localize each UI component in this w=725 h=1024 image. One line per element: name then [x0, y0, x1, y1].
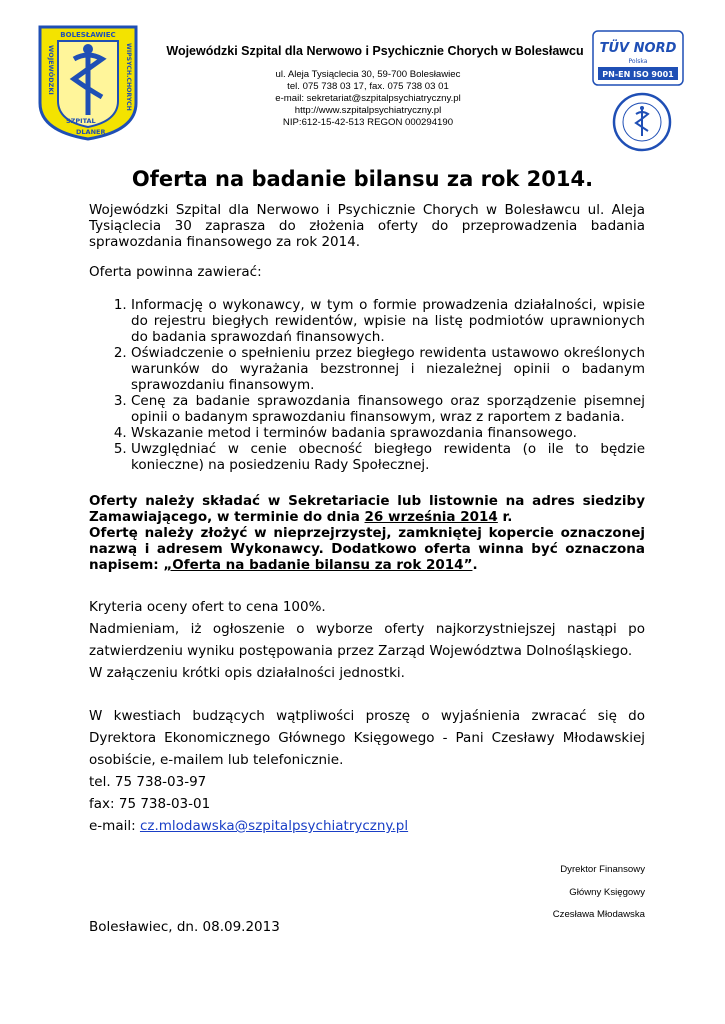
contact-section — [89, 705, 645, 837]
questions-text: W kwestiach budzących wątpliwości proszę o wyjaśnienia zwracać się do Dyrektora Ekonomicznego Głównego Księgowego - Pani Czesławy Młodawskiej osobiście, e-mailem lub telefonicznie. — [89, 708, 645, 768]
logo-text-bottom: DLANER — [76, 128, 106, 136]
phone-line: tel. 075 738 03 17, fax. 075 738 03 01 — [287, 81, 449, 92]
medical-seal-logo — [612, 92, 672, 152]
tuv-nord-logo — [592, 30, 684, 86]
institution-name: Wojewódzki Szpital dla Nerwowo i Psychicznie Chorych w Bolesławcu — [166, 44, 584, 58]
list-item: 3. Cenę za badanie sprawozdania finansowego oraz sporządzenie pisemnej opinii o badanym sprawozdaniu finansowym, wraz z raportem z badania. — [131, 393, 645, 425]
contact-fax: fax: 75 738-03-01 — [89, 796, 211, 812]
hospital-logo — [36, 23, 140, 141]
contact-tel: tel. 75 738-03-97 — [89, 774, 207, 790]
svg-text:Polska: Polska — [628, 58, 648, 65]
place-date: Bolesławiec, dn. 08.09.2013 — [89, 919, 280, 935]
requirements-list — [89, 297, 645, 473]
envelope-marking: „Oferta na badanie bilansu za rok 2014” — [163, 557, 473, 573]
contact-email: e-mail: cz.mlodawska@szpitalpsychiatryczny.pl — [89, 818, 409, 834]
email-link[interactable]: cz.mlodawska@szpitalpsychiatryczny.pl — [139, 818, 409, 834]
list-item: 2. Oświadczenie o spełnieniu przez biegłego rewidenta ustawowo określonych warunków do wyrażania bezstronnej i niezależnej opinii o badanym sprawozdaniu finansowym. — [131, 345, 645, 393]
list-item: 5. Uwzględniać w cenie obecność biegłego rewidenta (o ile to będzie konieczne) na posiedzeniu Rady Społecznej. — [131, 441, 645, 473]
signature-name: Czesława Młodawska — [552, 909, 645, 920]
submission-instructions: Oferty należy składać w Sekretariacie lub listownie na adres siedziby Zamawiającego, w terminie do dnia 26 września 2014 r. Ofertę należy złożyć w nieprzejrzystej, zamkniętej kopercie oznaczonej nazwą i adresem Wykonawcy. Dodatkowo oferta winna być oznaczona napisem: „Oferta na badanie bilansu za rok 2014”. — [89, 493, 645, 573]
logo-text-left: WOJEWÓDZKI — [47, 45, 55, 95]
announcement-text: Nadmieniam, iż ogłoszenie o wyborze oferty najkorzystniejszej nastąpi po zatwierdzeniu wyniku postępowania przez Zarząd Województwa Dolnośląskiego. — [89, 621, 645, 659]
address-line: ul. Aleja Tysiąclecia 30, 59-700 Bolesławiec — [275, 69, 461, 80]
logo-text-top: BOLESŁAWIEC — [60, 31, 116, 39]
svg-text:TÜV NORD: TÜV NORD — [599, 41, 677, 56]
criteria-text: Kryteria oceny ofert to cena 100%. — [89, 599, 326, 615]
offer-contents-label: Oferta powinna zawierać: — [89, 264, 262, 280]
nip-regon-line: NIP:612-15-42-513 REGON 000294190 — [282, 117, 454, 128]
logo-text-mid: SZPITAL — [66, 117, 96, 125]
deadline-date: 26 września 2014 — [364, 509, 498, 525]
website-line: http://www.szpitalpsychiatryczny.pl — [294, 105, 442, 116]
svg-text:PN-EN ISO 9001: PN-EN ISO 9001 — [602, 70, 674, 79]
logo-text-right: WIPSYCH.CHORYCH — [125, 43, 132, 111]
list-item: 1. Informację o wykonawcy, w tym o formie prowadzenia działalności, wpisie do rejestru biegłych rewidentów, wpisie na listę podmiotów uprawnionych do badania sprawozdań finansowych. — [131, 297, 645, 345]
attachment-text: W załączeniu krótki opis działalności jednostki. — [89, 665, 405, 681]
signature-role: Główny Księgowy — [569, 887, 645, 898]
criteria-section — [89, 596, 645, 684]
intro-paragraph: Wojewódzki Szpital dla Nerwowo i Psychicznie Chorych w Bolesławcu ul. Aleja Tysiąclecia 30 zaprasza do złożenia oferty do przeprowadzenia badania sprawozdania finansowego za rok 2014. — [89, 202, 645, 250]
page-title: Oferta na badanie bilansu za rok 2014. — [131, 167, 594, 191]
institution-address — [200, 69, 536, 129]
list-item: 4. Wskazanie metod i terminów badania sprawozdania finansowego. — [131, 425, 645, 441]
signature-title: Dyrektor Finansowy — [560, 864, 645, 875]
email-line: e-mail: sekretariat@szpitalpsychiatryczny.pl — [275, 93, 461, 104]
